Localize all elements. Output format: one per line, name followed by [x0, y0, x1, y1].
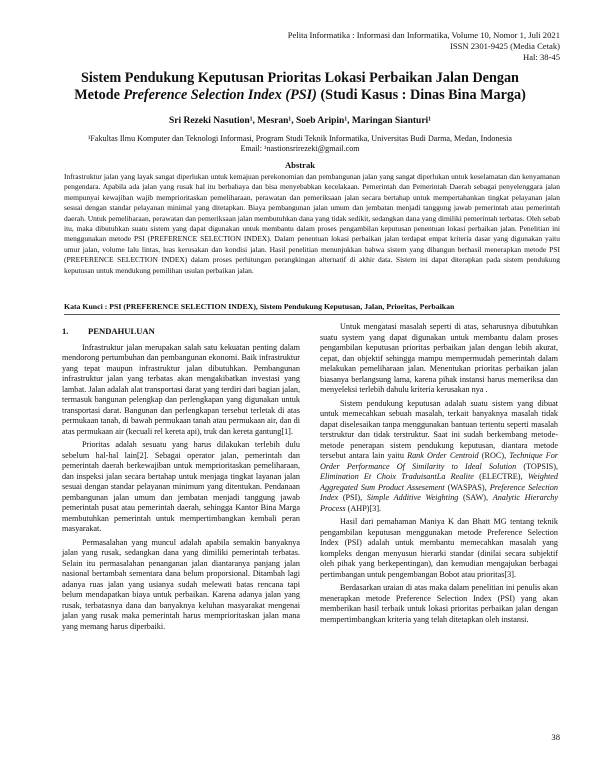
- right-column: [320, 322, 558, 628]
- keywords: Kata Kunci : PSI (PREFERENCE SELECTION INDEX), Sistem Pendukung Keputusan, Jalan, Prioritas, Perbaikan: [64, 302, 455, 311]
- title-line-2-post: (Studi Kasus : Dinas Bina Marga): [316, 87, 526, 103]
- issn: ISSN 2301-9425 (Media Cetak): [449, 41, 560, 51]
- affiliation: [40, 134, 560, 154]
- abstract-text: Infrastruktur jalan yang layak sangat diperlukan untuk kemajuan perekonomian dan pembangunan jalan yang sangat diperlukan untuk keselamatan dan kenyamanan pengendara. Apabila ada jalan yang rusak hal itu berbahaya dan bisa menyebabkan kecelakaan. Pemerintah dan Pemerintah Daerah sebagai penyelenggara jalan mempunyai kewajiban wajib memprioritaskan pemeliharaan, perawatan dan pemeriksaan jalan secara bertahap untuk mempertahankan tingkat pelayanan jalan sesuai dengan standar pelayanan minimal yang ditetapkan. Biaya pembangunan jalan umum dan jembatan menjadi tanggung jawab pemerintah atau pemerintah daerah. Untuk pemeliharaan, perawatan dan pemeriksaan jalan membutuhkan dana yang tidak sedikit, sedangkan dana yang dimiliki pemerintah terbatas. Oleh sebab itu, maka dibutuhkan suatu sistem yang dapat digunakan untuk membantu dalam proses pengambilan keputusan penentuan lokasi perbaikan jalan. Penelitian ini menggunakan metode PSI (PREFERENCE SELECTION INDEX). Dalam penentuan lokasi perbaikan jalan terdapat empat kriteria dasar yang digunakan yaitu umur jalan, volume lalu lintas, luas kerusakan dan kondisi jalan. Hasil penelitian menunjukkan bahwa sistem yang dibangun berhasil menerapkan metode PSI (PREFERENCE SELECTION INDEX) dalam proses perhitungan perangkingan alternatif di akhir data. Sistem ini dapat diterapkan pada sistem pendukung keputusan untuk mendukung pemilihan usulan perbaikan jalan.: [64, 172, 560, 275]
- title-line-2: [60, 87, 540, 104]
- method-name: Analytic Hierarchy Process: [320, 493, 558, 513]
- text-run: (WASPAS),: [444, 482, 490, 492]
- text-run: (ELECTRE),: [473, 472, 528, 481]
- method-name: Weighted Aggregated Sum Product Assesement: [320, 472, 558, 492]
- method-name: Simple Additive Weighting: [366, 493, 459, 502]
- abstract-heading: Abstrak: [284, 160, 316, 170]
- journal-line: Pelita Informatika : Informasi dan Informatika, Volume 10, Nomor 1, Juli 2021: [287, 30, 560, 40]
- section-heading: [62, 326, 300, 337]
- method-name: Preference Selection Index: [320, 482, 558, 502]
- section-title: PENDAHULUAN: [88, 326, 155, 336]
- paper-title: [60, 70, 540, 104]
- text-run: (SAW),: [458, 493, 493, 502]
- left-column: [62, 322, 300, 635]
- paragraph: Hasil dari pemahaman Maniya K dan Bhatt MG tentang teknik pengambilan keputusan menggunakan metode Preference Selection Index (PSI) adalah untuk membantu memecahkan masalah yang kompleks dengan menyusun hierarki standar (dinilai secara subjektif oleh pihak yang berkepentingan), dan kemudian mengajukan berbagai pertimbangan untuk pengembangan Bobot atau prioritas[3].: [320, 517, 558, 579]
- text-run: (ROC),: [478, 451, 510, 460]
- paragraph: Infrastruktur jalan merupakan salah satu kekuatan penting dalam mendorong pertumbuhan dan pembangunan ekonomi. Baik infrastruktur yang tepat maupun infrastruktur jalan dibutuhkan. Pembangunan infrastruktur jalan yang terbatas akan mengakibatkan investasi yang lambat. Jalan adalah alat transportasi darat yang terdiri dari bagian jalan, termasuk bangunan pelengkap dan perlengkapan yang digunakan untuk transportasi darat. Bangunan dan perlengkapan tersebut terletak di atas permukaan tanah, di bawah permukaan tanah atau permukaan air, dan di atas permukaan air (kecuali rel kereta api), truk dan kereta gantung[1].: [62, 342, 300, 436]
- paragraph-methods: [320, 399, 558, 515]
- method-name: Technique For Order Performance Of Similarity to Ideal Solution: [320, 451, 558, 471]
- journal-header: [288, 30, 560, 63]
- method-name: Elimination Et Choix TraduisantLa Realite: [320, 472, 474, 481]
- paragraph: Prioritas adalah sesuatu yang harus dilakukan terlebih dulu sebelum hal-hal lain[2]. Sebagai operator jalan, pemerintah dan pemerintah daerah berkewajiban untuk memprioritaskan pemeliharaan, dan inspeksi jalan secara bertahap untuk menjaga tingkat layanan jalan sesuai dengan standar pelayanan minimum yang ditentukan. Pendanaan pembangunan jalan umum dan jembatan menjadi tanggung jawab pemerintah pusat atau pemerintah daerah, sehingga Kantor Bina Marga membutuhkan pemerintah untuk mempertimbangkan kembali peran masyarakat.: [62, 440, 300, 533]
- text-run: (PSI),: [338, 493, 367, 502]
- page-range: Hal: 38-45: [523, 52, 560, 62]
- paragraph: Berdasarkan uraian di atas maka dalam penelitian ini penulis akan menerapkan metode Preference Selection Index (PSI) yang akan memberikan hasil terbaik untuk lokasi prioritas perbaikan jalan dengan mempertimbangkan kriteria yang telah ditetapkan oleh instansi.: [320, 583, 558, 624]
- method-name: Rank Order Centroid: [407, 451, 479, 460]
- section-number: 1.: [62, 326, 69, 336]
- text-run: (AHP)[3].: [345, 503, 382, 513]
- page-number: 38: [551, 732, 560, 742]
- title-line-2-italic: Preference Selection Index (PSI): [123, 87, 317, 103]
- authors: Sri Rezeki Nasution¹, Mesran¹, Soeb Aripin¹, Maringan Sianturi¹: [168, 116, 432, 126]
- text-run: Sistem pendukung keputusan adalah suatu sistem yang dibuat untuk memecahkan sebuah masalah, terkait banyaknya masalah tidak dapat diselesaikan tanpa menggunakan bantuan tertentu seperti masalah terstruktur dan tidak terstruktur. Saat ini sudah berkembang metode-metode penerapan sistem pendukung keputusan, diantara metode tersebut antara lain yaitu: [320, 398, 558, 460]
- email-line: Email: ¹nastionsrirezeki@gmail.com: [240, 144, 360, 153]
- title-line-1: Sistem Pendukung Keputusan Prioritas Lokasi Perbaikan Jalan Dengan: [81, 70, 519, 86]
- paragraph: Permasalahan yang muncul adalah apabila semakin banyaknya jalan yang rusak, sedangkan dana yang dimiliki pemerintah terbatas. Selain itu permasalahan penanganan jalan diantaranya panjang jalan nasional bertambah sementara dana belum proporsional. Ditambah lagi adanya ruas jalan yang usianya sudah melewati batas rencana tapi belum mendapatkan biaya untuk perbaikan. Karena adanya jalan yang rusak, terbatasnya dana dan banyaknya keluhan masyarakat mengenai jalan yang rusak maka pemerintah harus memprioritaskan jalan mana yang memang harus diperbaiki.: [62, 537, 300, 631]
- text-run: (TOPSIS),: [516, 461, 559, 471]
- affiliation-line: ¹Fakultas Ilmu Komputer dan Teknologi Informasi, Program Studi Teknik Informatika, Universitas Budi Darma, Medan, Indonesia: [87, 134, 513, 143]
- divider: [64, 314, 560, 315]
- paragraph: Untuk mengatasi masalah seperti di atas, seharusnya dibutuhkan suatu system yang dapat digunakan untuk membantu dalam proses pengambilan keputusan prioritas perbaikan jalan dengan lebih akurat, cepat, dan objektif sehingga mampu mempermudah pemerintah dalam melakukan pemeliharaan jalan. Menentukan prioritas perbaikan jalan biasanya berlangsung lama, karena pihak instansi harus memeriksa dan menyeleksi terlebih dahulu kriteria kerusakan nya .: [320, 322, 558, 394]
- title-line-2-pre: Metode: [74, 87, 124, 103]
